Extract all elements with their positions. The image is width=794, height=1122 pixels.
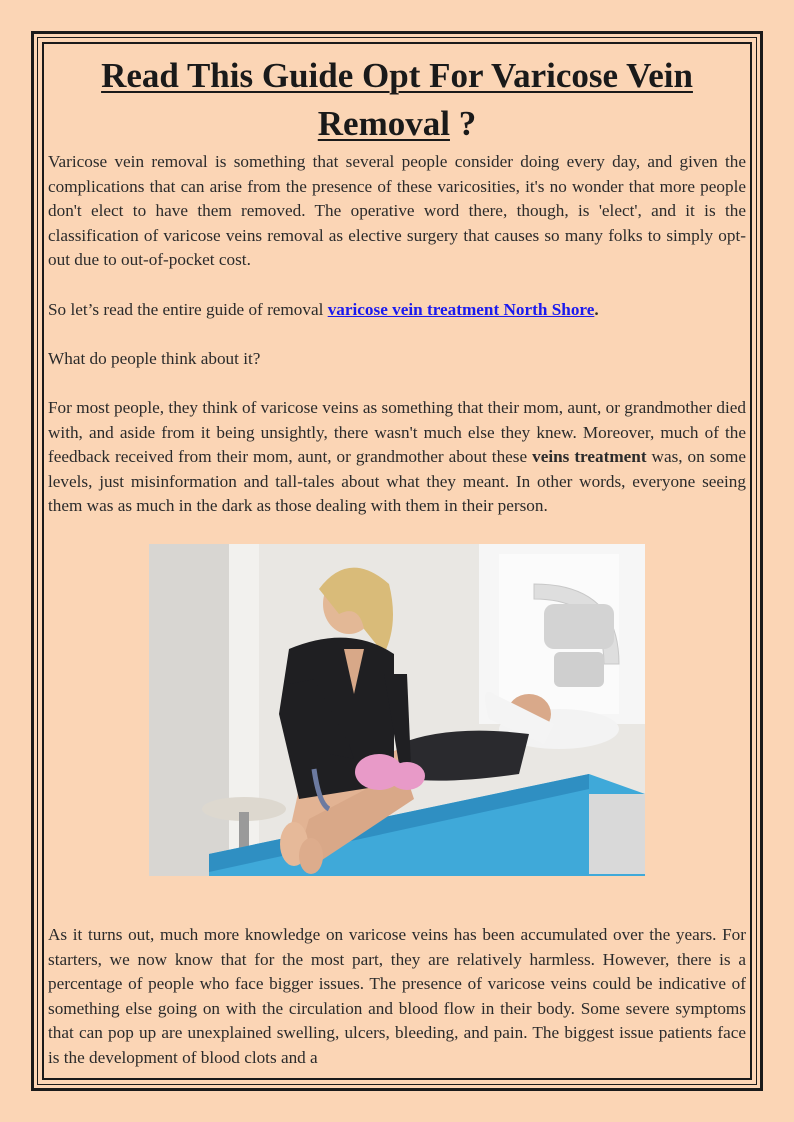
title-line-1: Read This Guide Opt For Varicose Vein — [101, 56, 693, 95]
title-question-mark: ? — [449, 104, 477, 143]
guide-prefix: So let’s read the entire guide of removal — [48, 299, 328, 319]
paragraph-question: What do people think about it? — [48, 348, 261, 368]
guide-suffix: . — [594, 299, 599, 319]
paragraph-guide — [48, 298, 746, 323]
paragraph-intro: Varicose vein removal is something that several people consider doing every day, and given the complications that can arise from the presence of these varicosities, it's no wonder that more people don't elect to have them removed. The operative word there, though, is 'elect', and it is the classification of varicose veins removal as elective surgery that causes so many folks to simply opt-out due to out-of-pocket cost. — [48, 152, 746, 270]
opinions-text-2: was, on some levels, just misinformation and tall-tales about what they meant. In other words, everyone seeing them was as much in the dark as those dealing with them in their person. — [48, 447, 746, 516]
treatment-link[interactable]: varicose vein treatment North Shore — [327, 299, 595, 319]
veins-treatment-bold: veins treatment — [532, 447, 647, 467]
paragraph-opinions — [48, 396, 746, 519]
photo-container — [48, 544, 746, 884]
paragraph-knowledge: As it turns out, much more knowledge on varicose veins has been accumulated over the years. For starters, we now know that for the most part, they are relatively harmless. However, there is a percentage of people who face bigger issues. The presence of varicose veins could be indicative of something else going on with the circulation and blood flow in their body. Some severe symptoms that can pop up are unexplained swelling, ulcers, bleeding, and pain. The biggest issue patients face is the development of blood clots and a — [48, 925, 746, 1068]
title-removal: Removal — [317, 104, 450, 143]
clinic-treatment-photo — [149, 544, 645, 876]
opinions-text-1: For most people, they think of varicose veins as something that their mom, aunt, or grandmother died with, and aside from it being unsightly, there wasn't much else they knew. Moreover, much of the feedback received from their mom, aunt, or grandmother about these — [48, 397, 746, 467]
page-title — [48, 52, 746, 148]
document-content — [48, 44, 746, 1074]
